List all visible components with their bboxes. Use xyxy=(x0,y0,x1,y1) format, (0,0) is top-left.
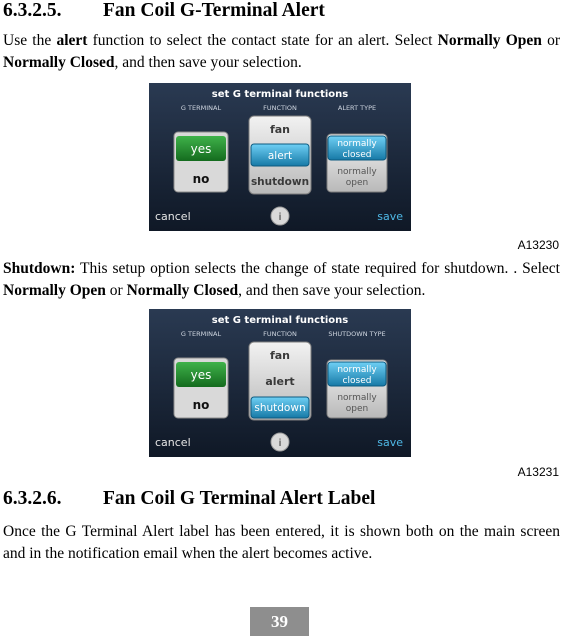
bold-text: Normally Closed xyxy=(126,282,239,299)
paragraph xyxy=(3,30,560,74)
thermostat-screen-shutdown-type xyxy=(149,309,411,457)
normally-closed-label-line1: normally xyxy=(337,365,377,375)
cancel-button[interactable]: cancel xyxy=(155,436,191,449)
column-header-function: FUNCTION xyxy=(263,104,297,112)
text: or xyxy=(105,282,127,299)
yes-label: yes xyxy=(190,142,212,156)
normally-open-label-line2: open xyxy=(345,404,369,414)
no-option[interactable]: no xyxy=(192,172,210,186)
alert-label: alert xyxy=(267,150,293,162)
text: , and then save your selection. xyxy=(238,282,426,299)
info-icon-glyph: i xyxy=(278,438,282,449)
page-number: 39 xyxy=(250,607,309,636)
thermostat-screen-alert-type xyxy=(149,83,411,231)
figure-id: A13230 xyxy=(517,238,559,252)
shutdown-option[interactable]: shutdown xyxy=(250,176,310,188)
screen-title: set G terminal functions xyxy=(211,89,349,100)
no-option[interactable]: no xyxy=(192,398,210,412)
text: function to select the contact state for an alert. Select xyxy=(87,32,438,49)
section-title: Fan Coil G-Terminal Alert xyxy=(103,0,325,21)
alert-option[interactable]: alert xyxy=(265,375,295,388)
bold-text: alert xyxy=(56,32,88,49)
figure-id: A13231 xyxy=(517,465,559,479)
paragraph xyxy=(3,258,560,302)
column-header-g-terminal: G TERMINAL xyxy=(180,330,222,338)
column-header-type: ALERT TYPE xyxy=(337,104,377,112)
normally-closed-label-line2: closed xyxy=(342,150,372,160)
bold-text: Normally Closed xyxy=(3,54,115,71)
column-header-g-terminal: G TERMINAL xyxy=(180,104,222,112)
normally-closed-label-line2: closed xyxy=(342,376,372,386)
column-header-function: FUNCTION xyxy=(263,330,297,338)
shutdown-label: shutdown xyxy=(254,402,306,414)
info-icon-glyph: i xyxy=(278,212,282,223)
section-number: 6.3.2.6. xyxy=(3,488,62,509)
text: , and then save your selection. xyxy=(114,54,302,71)
normally-open-option[interactable]: normally xyxy=(337,393,377,403)
section-title: Fan Coil G Terminal Alert Label xyxy=(103,488,376,509)
bold-text: Shutdown: xyxy=(3,260,76,277)
normally-open-label-line2: open xyxy=(345,178,369,188)
bold-text: Normally Open xyxy=(437,32,542,49)
fan-option[interactable]: fan xyxy=(269,349,291,362)
bold-text: Normally Open xyxy=(3,282,106,299)
cancel-button[interactable]: cancel xyxy=(155,210,191,223)
save-button[interactable]: save xyxy=(377,210,403,223)
paragraph: Once the G Terminal Alert label has been entered, it is shown both on the main screen and in the notification email when the alert becomes active. xyxy=(3,523,560,562)
fan-option[interactable]: fan xyxy=(269,123,291,136)
screen-title: set G terminal functions xyxy=(211,315,349,326)
section-heading xyxy=(3,488,375,510)
normally-open-option[interactable]: normally xyxy=(337,167,377,177)
section-number: 6.3.2.5. xyxy=(3,0,62,21)
text: or xyxy=(541,32,560,49)
yes-label: yes xyxy=(190,368,212,382)
save-button[interactable]: save xyxy=(377,436,403,449)
column-header-type: SHUTDOWN TYPE xyxy=(328,330,386,338)
text: Use the xyxy=(3,32,57,49)
text: This setup option selects the change of state required for shutdown. . Select xyxy=(75,260,560,277)
section-heading xyxy=(3,0,325,22)
normally-closed-label-line1: normally xyxy=(337,139,377,149)
